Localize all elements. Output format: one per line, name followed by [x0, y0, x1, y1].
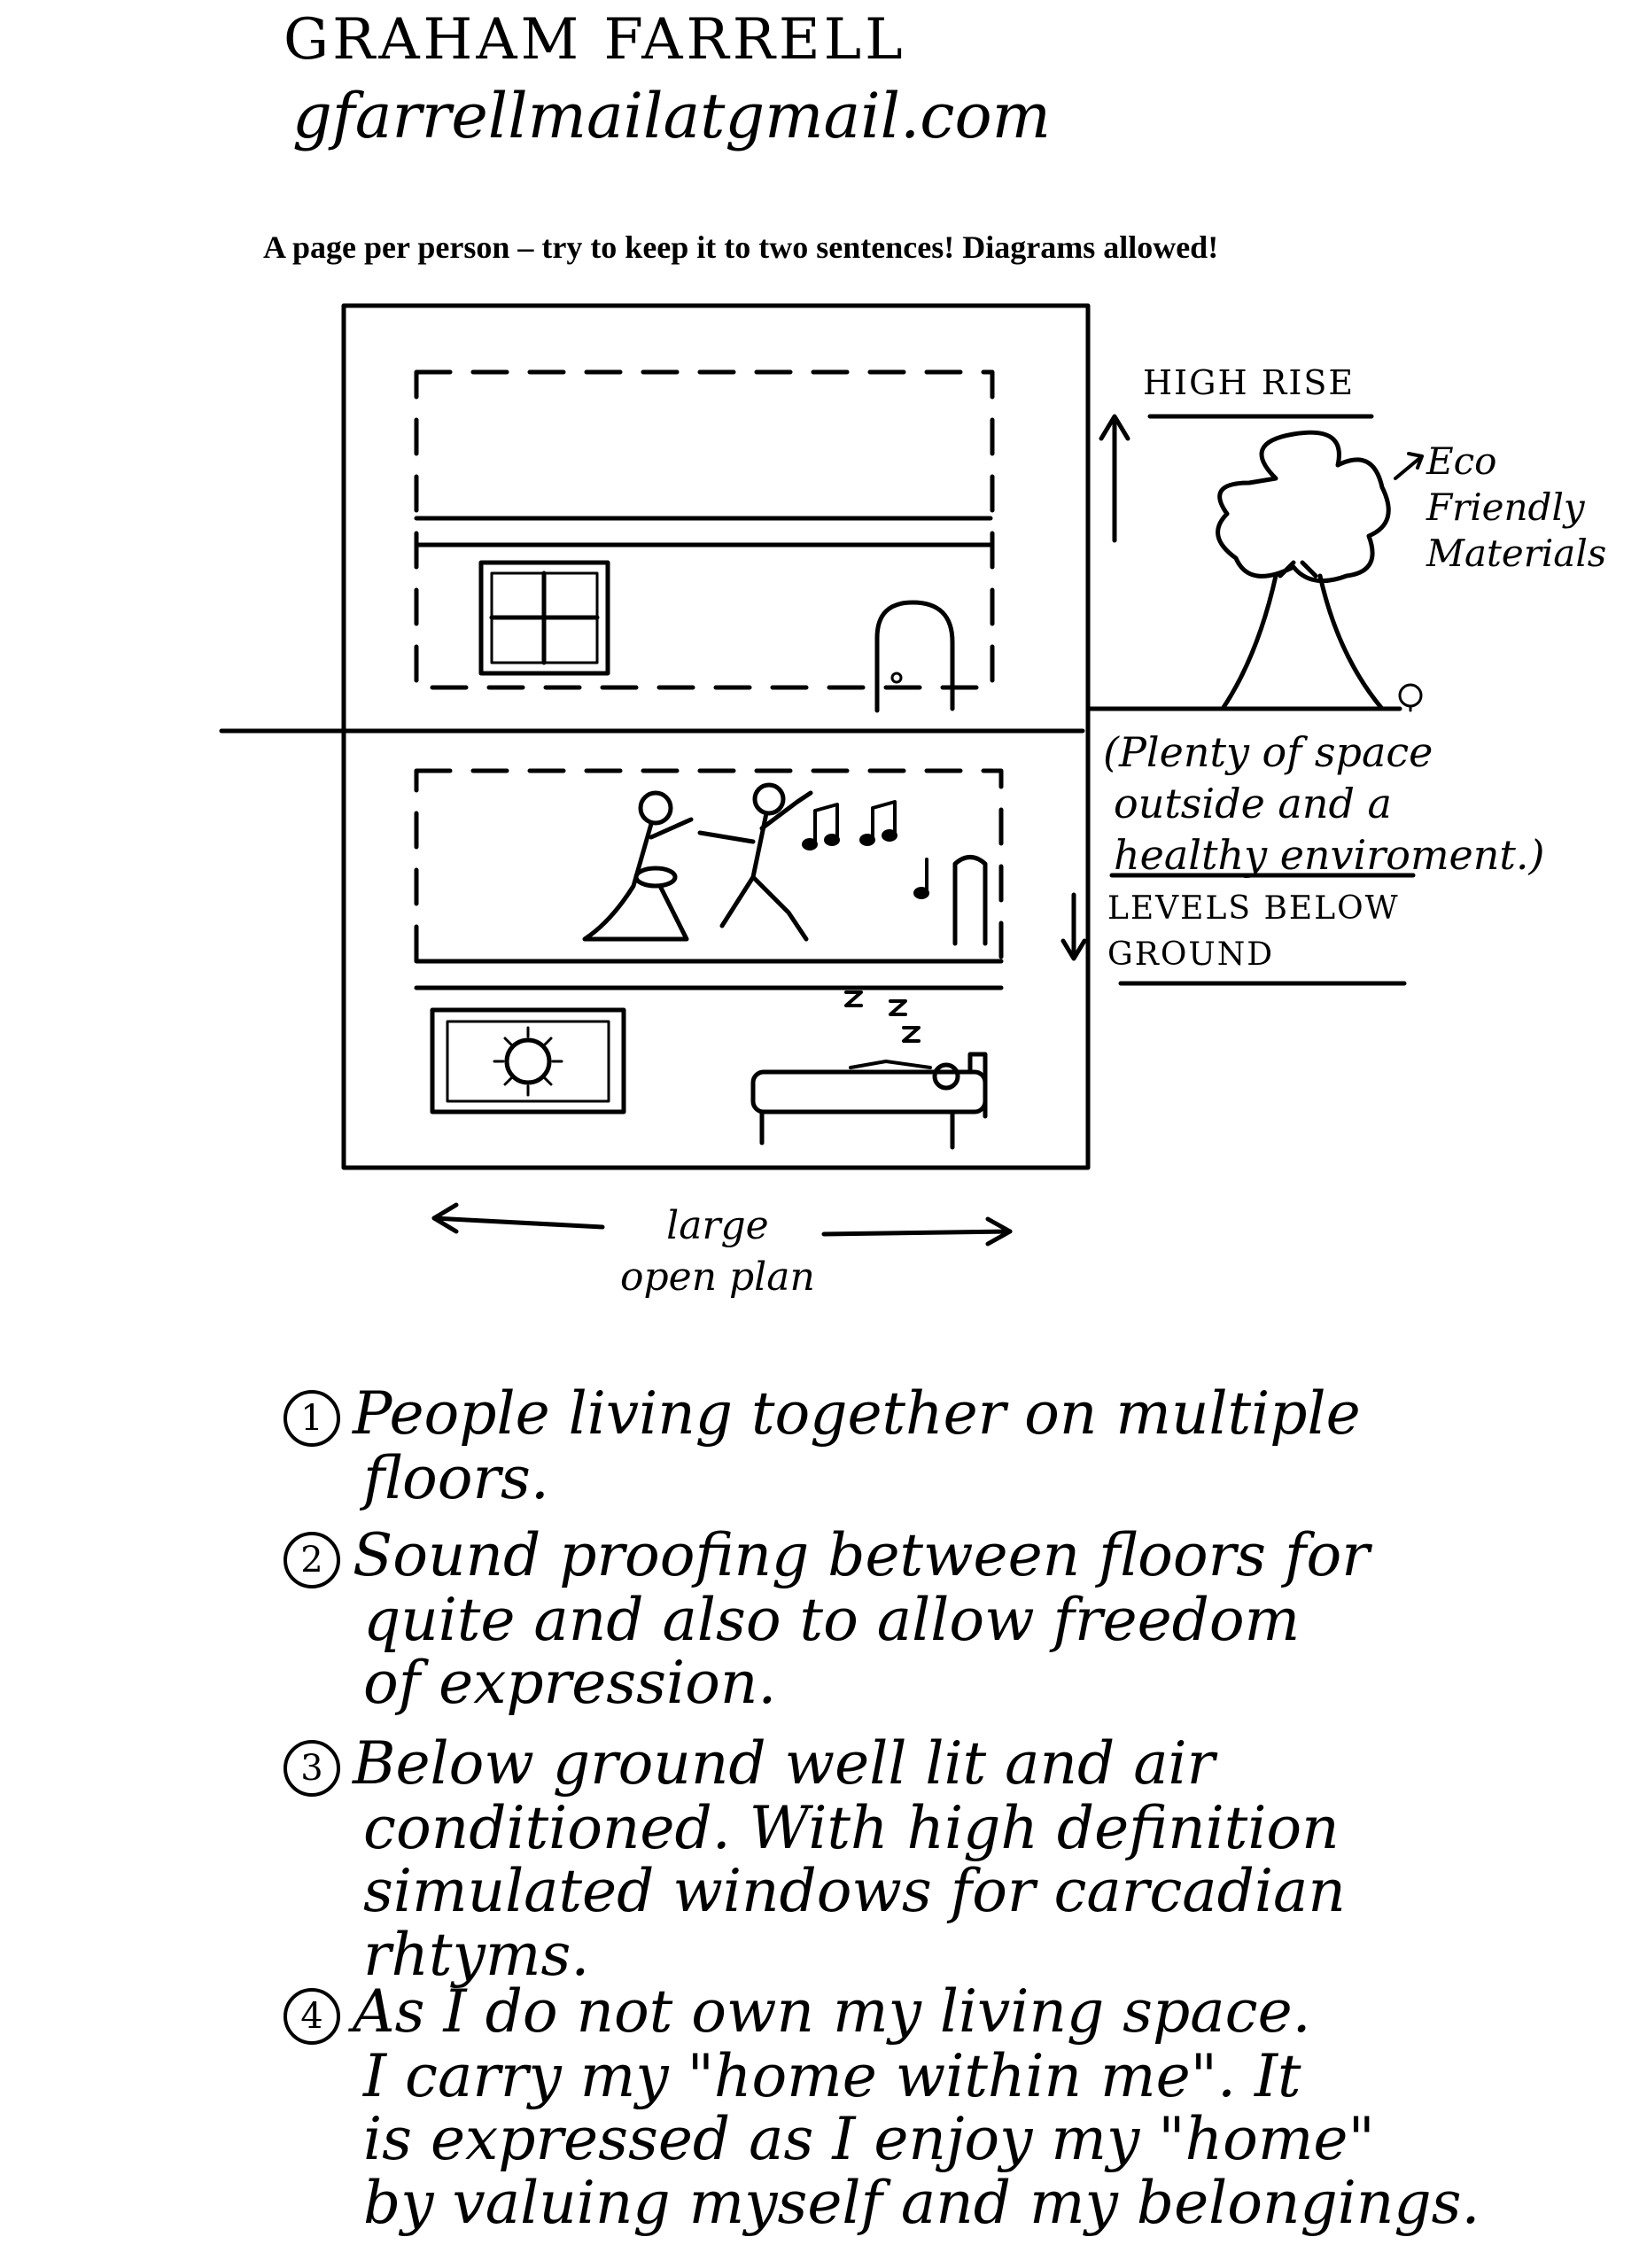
window-icon: [481, 563, 608, 673]
note-3: 3 Below ground well lit and air conditioned. With high definition simulated windows for carcadian rhtyms.: [284, 1732, 1346, 1986]
lamp-icon: [955, 858, 985, 944]
large-open-plan-label: large open plan: [620, 1203, 815, 1300]
note-1: 1 People living together on multiple floors.: [284, 1382, 1361, 1510]
flower-icon: [1400, 685, 1421, 711]
levels-below-label: LEVELS BELOW GROUND: [1107, 890, 1400, 973]
eco-pointer-arrow: [1395, 454, 1422, 478]
author-email: gfarrellmailatgmail.com: [292, 80, 1051, 152]
high-rise-label: HIGH RISE: [1143, 363, 1356, 402]
up-arrow-icon: [1101, 416, 1128, 540]
top-floor-room: [416, 372, 992, 687]
down-arrow-icon: [1063, 895, 1084, 959]
eco-friendly-label: Eco Friendly Materials: [1426, 439, 1607, 575]
music-notes-icon: [804, 802, 928, 897]
note-4: 4 As I do not own my living space. I carry my "home within me". It is expressed as I enjoy my "home" by valuing myself and my belongings.: [284, 1980, 1480, 2234]
note-number: 2: [284, 1532, 340, 1588]
dance-room: [416, 771, 1001, 961]
dancers-icon: [585, 785, 811, 939]
note-number: 4: [284, 1988, 340, 2045]
building-outline: [344, 306, 1088, 1168]
note-2: 2 Sound proofing between floors for quite and also to allow freedom of expression.: [284, 1524, 1370, 1715]
plenty-space-label: (Plenty of space outside and a healthy enviroment.): [1103, 728, 1545, 879]
note-number: 1: [284, 1390, 340, 1447]
bed-icon: [753, 1054, 985, 1147]
door-icon: [877, 602, 952, 711]
note-number: 3: [284, 1740, 340, 1797]
author-name: GRAHAM FARRELL: [284, 7, 906, 73]
instructions-text: A page per person – try to keep it to two sentences! Diagrams allowed!: [263, 229, 1219, 265]
simulated-window-icon: [432, 1010, 624, 1112]
sleeping-zzz-icon: [846, 992, 919, 1041]
tree-icon: [1218, 432, 1389, 709]
